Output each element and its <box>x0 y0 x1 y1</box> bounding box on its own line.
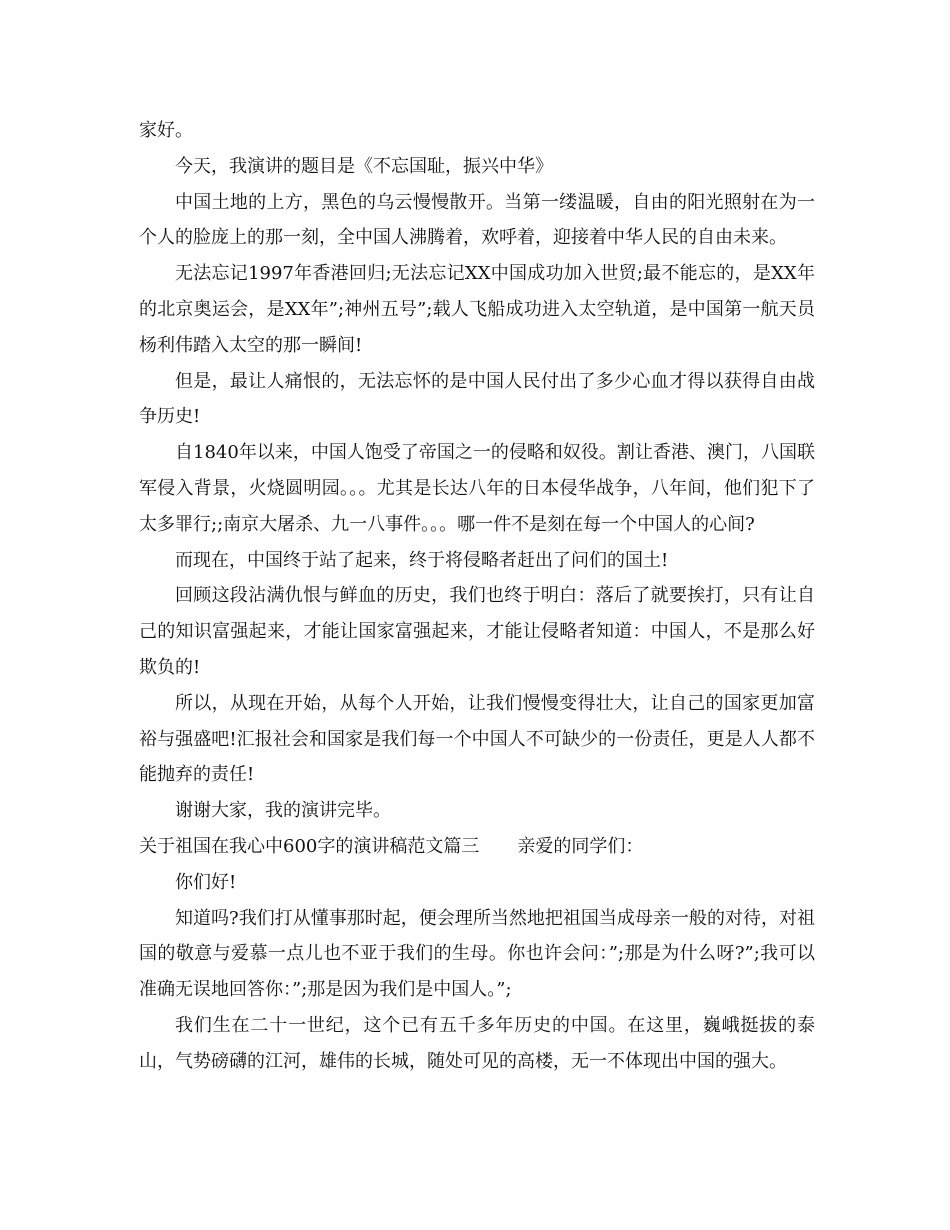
document-body <box>139 113 815 1080</box>
section-title: 关于祖国在我心中600字的演讲稿范文篇三 <box>139 835 480 857</box>
section-heading <box>139 829 815 865</box>
paragraph-11: 你们好! <box>175 871 237 893</box>
section-salutation: 亲爱的同学们： <box>517 835 644 857</box>
paragraph-12: 知道吗?我们打从懂事那时起，便会理所当然地把祖国当成母亲一般的对待，对祖国的敬意与爱慕一点儿也不亚于我们的生母。你也许会问：”;那是为什么呀?”;我可以准确无误地回答你：”;那是因为我们是中国人。”; <box>139 907 815 1001</box>
paragraph-13: 我们生在二十一世纪，这个已有五千多年历史的中国。在这里，巍峨挺拔的泰山，气势磅礴的江河，雄伟的长城，随处可见的高楼，无一不体现出中国的强大。 <box>139 1014 815 1072</box>
paragraph-2: 今天，我演讲的题目是《不忘国耻，振兴中华》 <box>175 155 553 177</box>
paragraph-4: 无法忘记1997年香港回归;无法忘记XX中国成功加入世贸;最不能忘的，是XX年的北京奥运会，是XX年”;神州五号”;载人飞船成功进入太空轨道，是中国第一航天员杨利伟踏入太空的那一瞬间! <box>139 263 815 356</box>
paragraph-8: 回顾这段沾满仇恨与鲜血的历史，我们也终于明白：落后了就要挨打，只有让自己的知识富强起来，才能让国家富强起来，才能让侵略者知道：中国人，不是那么好欺负的! <box>139 585 815 678</box>
paragraph-10: 谢谢大家，我的演讲完毕。 <box>175 800 391 822</box>
paragraph-5: 但是，最让人痛恨的，无法忘怀的是中国人民付出了多少心血才得以获得自由战争历史! <box>139 370 815 428</box>
paragraph-9: 所以，从现在开始，从每个人开始，让我们慢慢变得壮大，让自己的国家更加富裕与强盛吧!汇报社会和国家是我们每一个中国人不可缺少的一份责任，更是人人都不能抛弃的责任! <box>139 692 815 786</box>
paragraph-1: 家好。 <box>139 120 193 141</box>
paragraph-6: 自1840年以来，中国人饱受了帝国之一的侵略和奴役。割让香港、澳门，八国联军侵入背景，火烧圆明园。。。尤其是长达八年的日本侵华战争，八年间，他们犯下了太多罪行;;南京大屠杀、九一八事件。。。哪一件不是刻在每一个中国人的心间? <box>139 442 815 535</box>
paragraph-3: 中国土地的上方，黑色的乌云慢慢散开。当第一缕温暖，自由的阳光照射在为一个人的脸庞上的那一刻，全中国人沸腾着，欢呼着，迎接着中华人民的自由未来。 <box>139 191 815 249</box>
paragraph-7: 而现在，中国终于站了起来，终于将侵略者赶出了问们的国土! <box>175 549 669 571</box>
